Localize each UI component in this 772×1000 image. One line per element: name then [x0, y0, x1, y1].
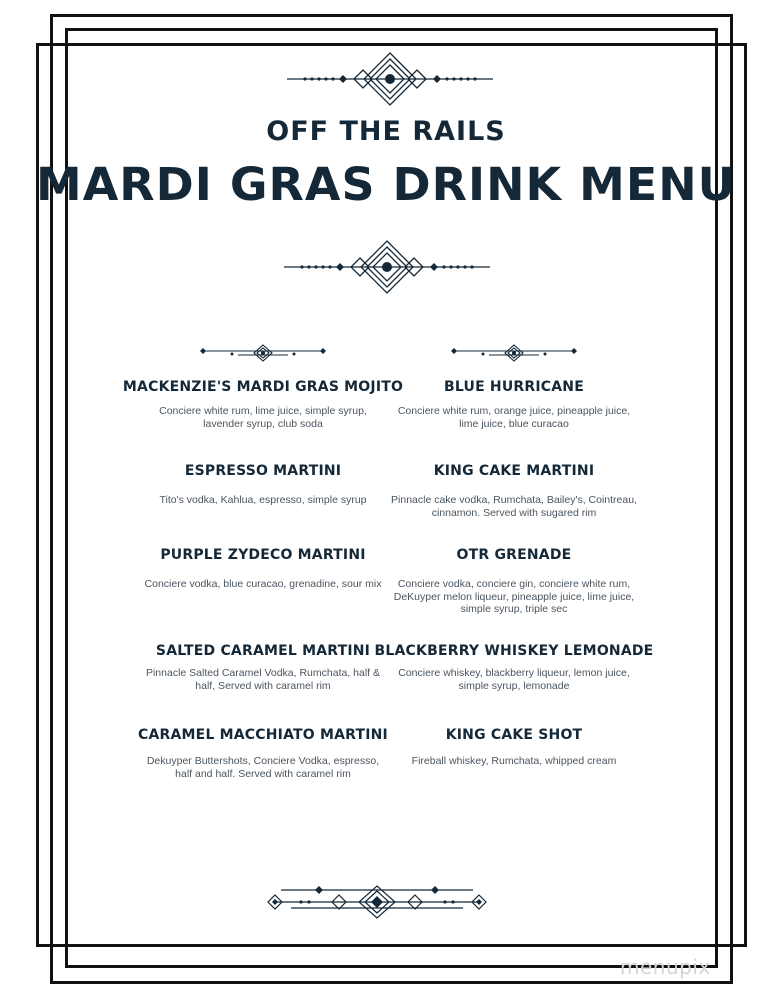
- drink-name: PURPLE ZYDECO MARTINI: [160, 547, 366, 563]
- drink-description: Conciere vodka, blue curacao, grenadine, sour mix: [144, 578, 382, 590]
- drink-description: Tito's vodka, Kahlua, espresso, simple syrup: [159, 494, 367, 506]
- menu-item: [133, 547, 393, 591]
- drink-name: MACKENZIE'S MARDI GRAS MOJITO: [122, 379, 404, 395]
- drink-name: BLUE HURRICANE: [444, 379, 584, 395]
- drink-name: CARAMEL MACCHIATO MARTINI: [138, 727, 388, 743]
- watermark: menupix: [620, 955, 711, 979]
- menu-item: [122, 379, 404, 430]
- top-ornament: [285, 50, 495, 108]
- restaurant-name: OFF THE RAILS: [266, 116, 506, 147]
- drink-description: Conciere whiskey, blackberry liqueur, lemon juice, simple syrup, lemonade: [398, 667, 630, 692]
- menu-item: [384, 727, 644, 768]
- menu-title: MARDI GRAS DRINK MENU: [36, 158, 736, 211]
- menu-item: [384, 463, 644, 519]
- middle-ornament: [282, 238, 492, 296]
- menu-item: [133, 463, 393, 507]
- drink-description: Conciere vodka, conciere gin, conciere white rum, DeKuyper melon liqueur, pineapple juice, lime juice, simple syrup, triple sec: [393, 578, 635, 615]
- bottom-ornament: [261, 882, 493, 922]
- drink-description: Conciere white rum, orange juice, pineapple juice, lime juice, blue curacao: [397, 405, 631, 430]
- drink-name: BLACKBERRY WHISKEY LEMONADE: [374, 643, 654, 659]
- left-column-ornament: [198, 343, 328, 363]
- drink-description: Dekuyper Buttershots, Conciere Vodka, espresso, half and half. Served with caramel rim: [146, 755, 380, 780]
- drink-name: KING CAKE MARTINI: [433, 463, 595, 479]
- drink-description: Fireball whiskey, Rumchata, whipped cream: [411, 755, 617, 767]
- right-column-ornament: [449, 343, 579, 363]
- drink-name: ESPRESSO MARTINI: [184, 463, 342, 479]
- menu-item: [384, 547, 644, 616]
- menu-item: [133, 643, 393, 692]
- drink-name: SALTED CARAMEL MARTINI: [155, 643, 371, 659]
- menu-item: [374, 643, 654, 692]
- drink-name: KING CAKE SHOT: [445, 727, 583, 743]
- drink-description: Pinnacle Salted Caramel Vodka, Rumchata, half & half, Served with caramel rim: [145, 667, 381, 692]
- menu-item: [133, 727, 393, 780]
- menu-item: [384, 379, 644, 430]
- drink-description: Pinnacle cake vodka, Rumchata, Bailey's, Cointreau, cinnamon. Served with sugared rim: [391, 494, 637, 519]
- drink-description: Conciere white rum, lime juice, simple syrup, lavender syrup, club soda: [159, 405, 367, 430]
- drink-name: OTR GRENADE: [456, 547, 572, 563]
